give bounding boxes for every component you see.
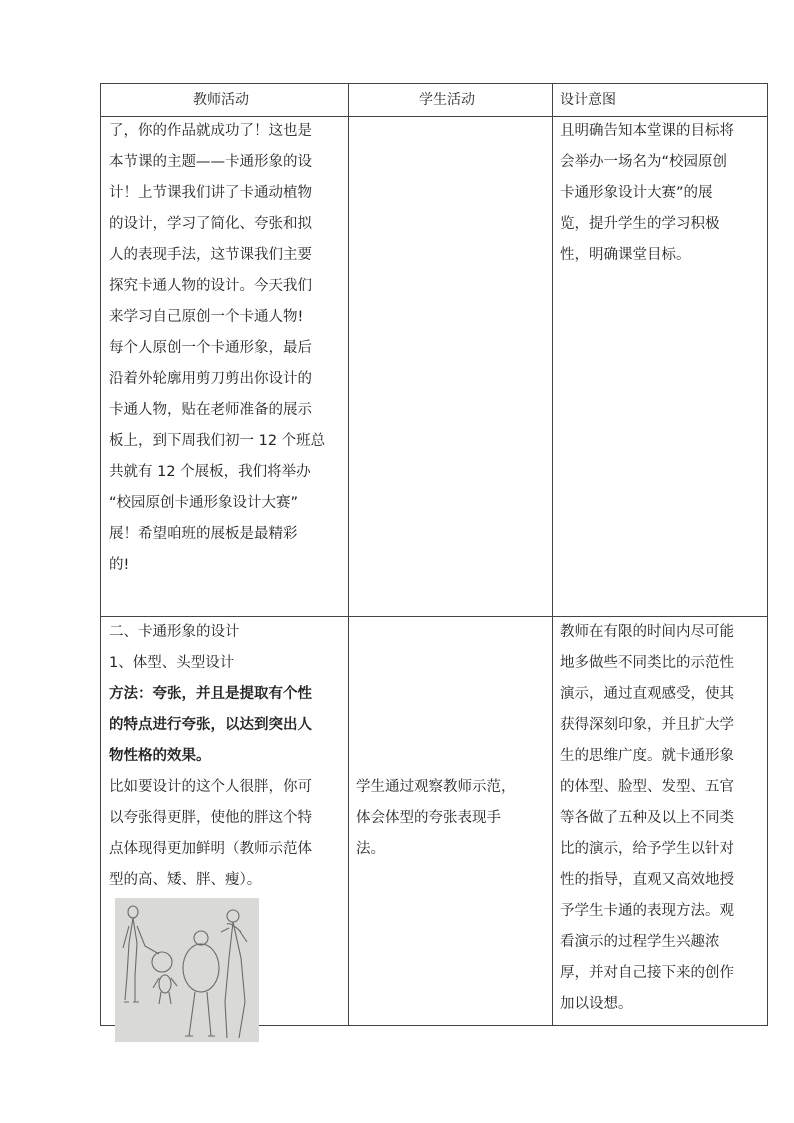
header-student-activity: 学生活动: [419, 92, 475, 108]
method-text: 方法：夸张，并且是提取有个性 的特点进行夸张，以达到突出人 物性格的效果。: [109, 686, 312, 764]
section-title: 二、卡通形象的设计: [109, 624, 240, 640]
example-text: 比如要设计的这个人很胖，你可 以夸张得更胖，使他的胖这个特 点体现得更加鲜明（教师示范体 型的高、矮、胖、瘦）。: [109, 779, 312, 888]
header-teacher-activity: 教师活动: [193, 92, 249, 108]
row2-design-intent: 教师在有限的时间内尽可能 地多做些不同类比的示范性 演示，通过直观感受，使其 获得深刻印象，并且扩大学 生的思维广度。就卡通形象 的体型、脸型、发型、五官 等各做了五种及以上不同类 比的演示，给予学生以针对 性的指导，直观又高效地授 予学生卡通的表现方法。观 看演示的过程学生兴趣浓 厚，并对自己接下来的创作 加以设想。: [560, 624, 734, 1012]
header-design-intent: 设计意图: [560, 92, 616, 108]
subsection-title: 1、体型、头型设计: [109, 655, 235, 671]
row2-student-activity: 学生通过观察教师示范， 体会体型的夸张表现手 法。: [356, 779, 516, 857]
row1-design-intent: 且明确告知本堂课的目标将 会举办一场名为“校园原创 卡通形象设计大赛”的展 览，提升学生的学习积极 性，明确课堂目标。: [560, 123, 734, 263]
row1-teacher-activity: 了，你的作品就成功了！这也是 本节课的主题——卡通形象的设 计！上节课我们讲了卡通动植物 的设计，学习了简化、夸张和拟 人的表现手法，这节课我们主要 探究卡通人物的设计。今天我们 来学习自己原创一个卡通人物! 每个人原创一个卡通形象，最后 沿着外轮廓用剪刀剪出你设计的 卡通人物，贴在老师准备的展示 板上，到下周我们初一 12 个班总 共就有 12 个展板，我们将举办 “校园原创卡通形象设计大赛” 展！希望咱班的展板是最精彩 的!: [109, 123, 326, 573]
column-divider: [348, 84, 349, 1025]
figure-sketch-image: [115, 898, 259, 1042]
column-divider: [552, 84, 553, 1025]
lesson-plan-table: [100, 83, 768, 1026]
